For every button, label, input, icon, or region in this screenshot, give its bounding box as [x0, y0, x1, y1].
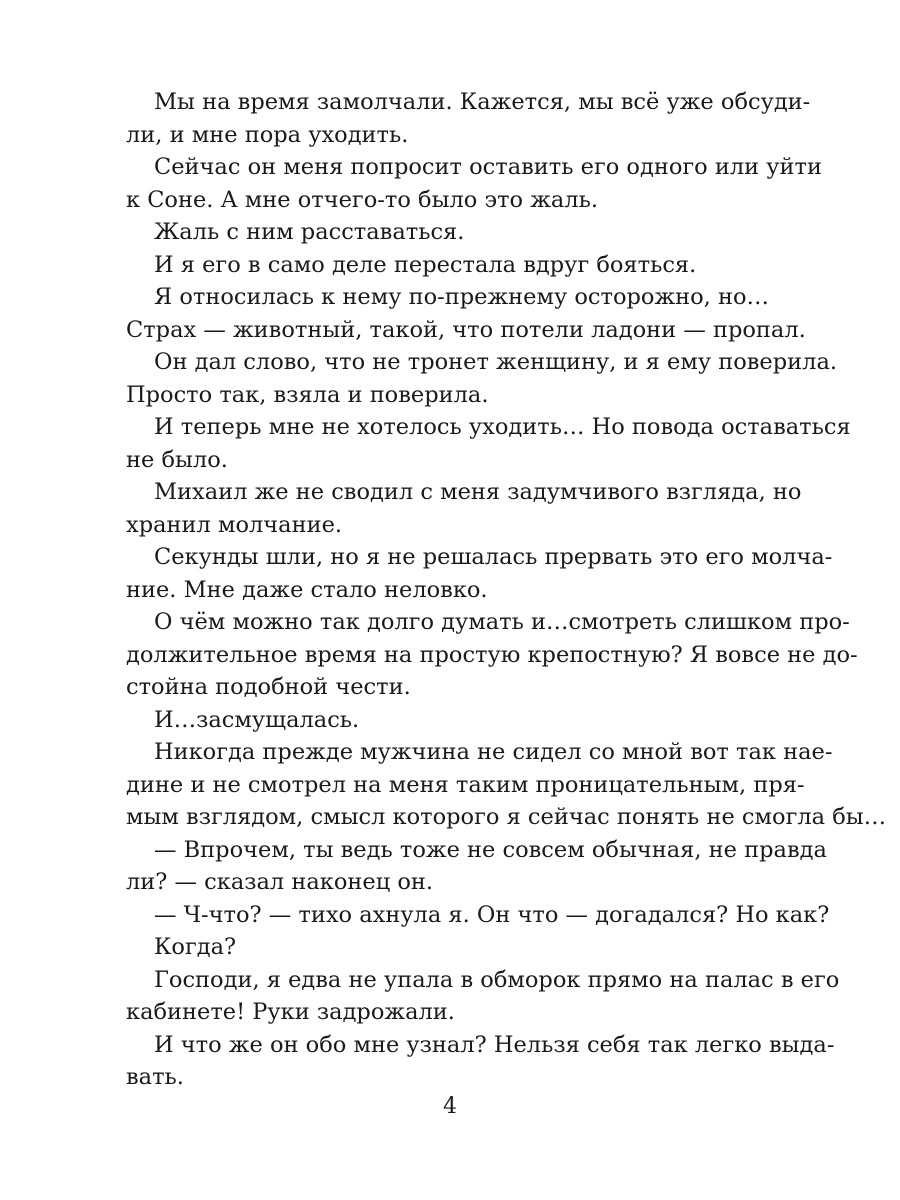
- text-line: ли, и мне пора уходить.: [126, 121, 409, 148]
- text-line: к Соне. А мне отчего-то было это жаль.: [126, 186, 599, 213]
- text-line: дине и не смотрел на меня таким проницательным, пря-: [126, 771, 805, 798]
- text-line: И теперь мне не хотелось уходить… Но повода оставаться: [154, 414, 851, 440]
- paragraph: [126, 411, 851, 476]
- text-line: Я относилась к нему по-прежнему осторожно, но…: [154, 284, 770, 310]
- paragraph: [126, 704, 762, 737]
- paragraph: [126, 216, 762, 249]
- text-line: — Впрочем, ты ведь тоже не совсем обычная, не правда: [154, 836, 827, 863]
- paragraph: [126, 151, 822, 216]
- text-line: Господи, я едва не упала в обморок прямо на палас в его: [154, 966, 840, 993]
- text-line: Мы на время замолчали. Кажется, мы всё уже обсуди-: [154, 89, 811, 115]
- text-line: О чём можно так долго думать и…смотреть слишком про-: [154, 609, 850, 635]
- text-line: Жаль с ним расставаться.: [154, 219, 465, 245]
- paragraph: [126, 899, 830, 932]
- text-line: Михаил же не сводил с меня задумчивого взгляда, но: [154, 479, 802, 505]
- page-number: 4: [443, 1094, 457, 1119]
- paragraph: [126, 281, 806, 346]
- text-line: стойна подобной чести.: [126, 674, 411, 700]
- paragraph: [126, 346, 838, 411]
- paragraph: [126, 541, 833, 606]
- text-line: Просто так, взяла и поверила.: [126, 381, 489, 408]
- text-line: Страх — животный, такой, что потели ладони — пропал.: [126, 316, 806, 343]
- text-line: Он дал слово, что не тронет женщину, и я ему поверила.: [154, 349, 838, 375]
- text-line: мым взглядом, смысл которого я сейчас понять не смогла бы…: [126, 804, 887, 830]
- paragraph: [126, 86, 811, 151]
- paragraph: [126, 834, 827, 899]
- text-line: И я его в само деле перестала вдруг бояться.: [154, 251, 697, 278]
- page-body: [126, 86, 887, 1094]
- paragraph: [126, 1029, 835, 1094]
- text-line: Когда?: [154, 934, 237, 960]
- text-line: ли? — сказал наконец он.: [126, 869, 434, 895]
- text-line: Секунды шли, но я не решалась прервать это его молча-: [154, 544, 833, 570]
- text-line: И что же он обо мне узнал? Нельзя себя так легко выда-: [154, 1031, 835, 1058]
- paragraph: [126, 606, 858, 704]
- text-line: И…засмущалась.: [154, 706, 360, 733]
- paragraph: [126, 249, 762, 282]
- text-line: должительное время на простую крепостную? Я вовсе не до-: [126, 641, 858, 668]
- text-line: Сейчас он меня попросит оставить его одного или уйти: [154, 154, 822, 180]
- paragraph: [126, 931, 762, 964]
- paragraph: [126, 964, 840, 1029]
- text-line: хранил молчание.: [126, 511, 343, 538]
- text-line: — Ч-что? — тихо ахнула я. Он что — догадался? Но как?: [154, 901, 830, 928]
- paragraph: [126, 476, 802, 541]
- text-line: кабинете! Руки задрожали.: [126, 999, 455, 1025]
- text-line: ние. Мне даже стало неловко.: [126, 576, 488, 603]
- text-line: Никогда прежде мужчина не сидел со мной вот так нае-: [154, 739, 833, 765]
- text-line: вать.: [126, 1064, 184, 1090]
- paragraph: [126, 736, 887, 834]
- text-line: не было.: [126, 446, 228, 473]
